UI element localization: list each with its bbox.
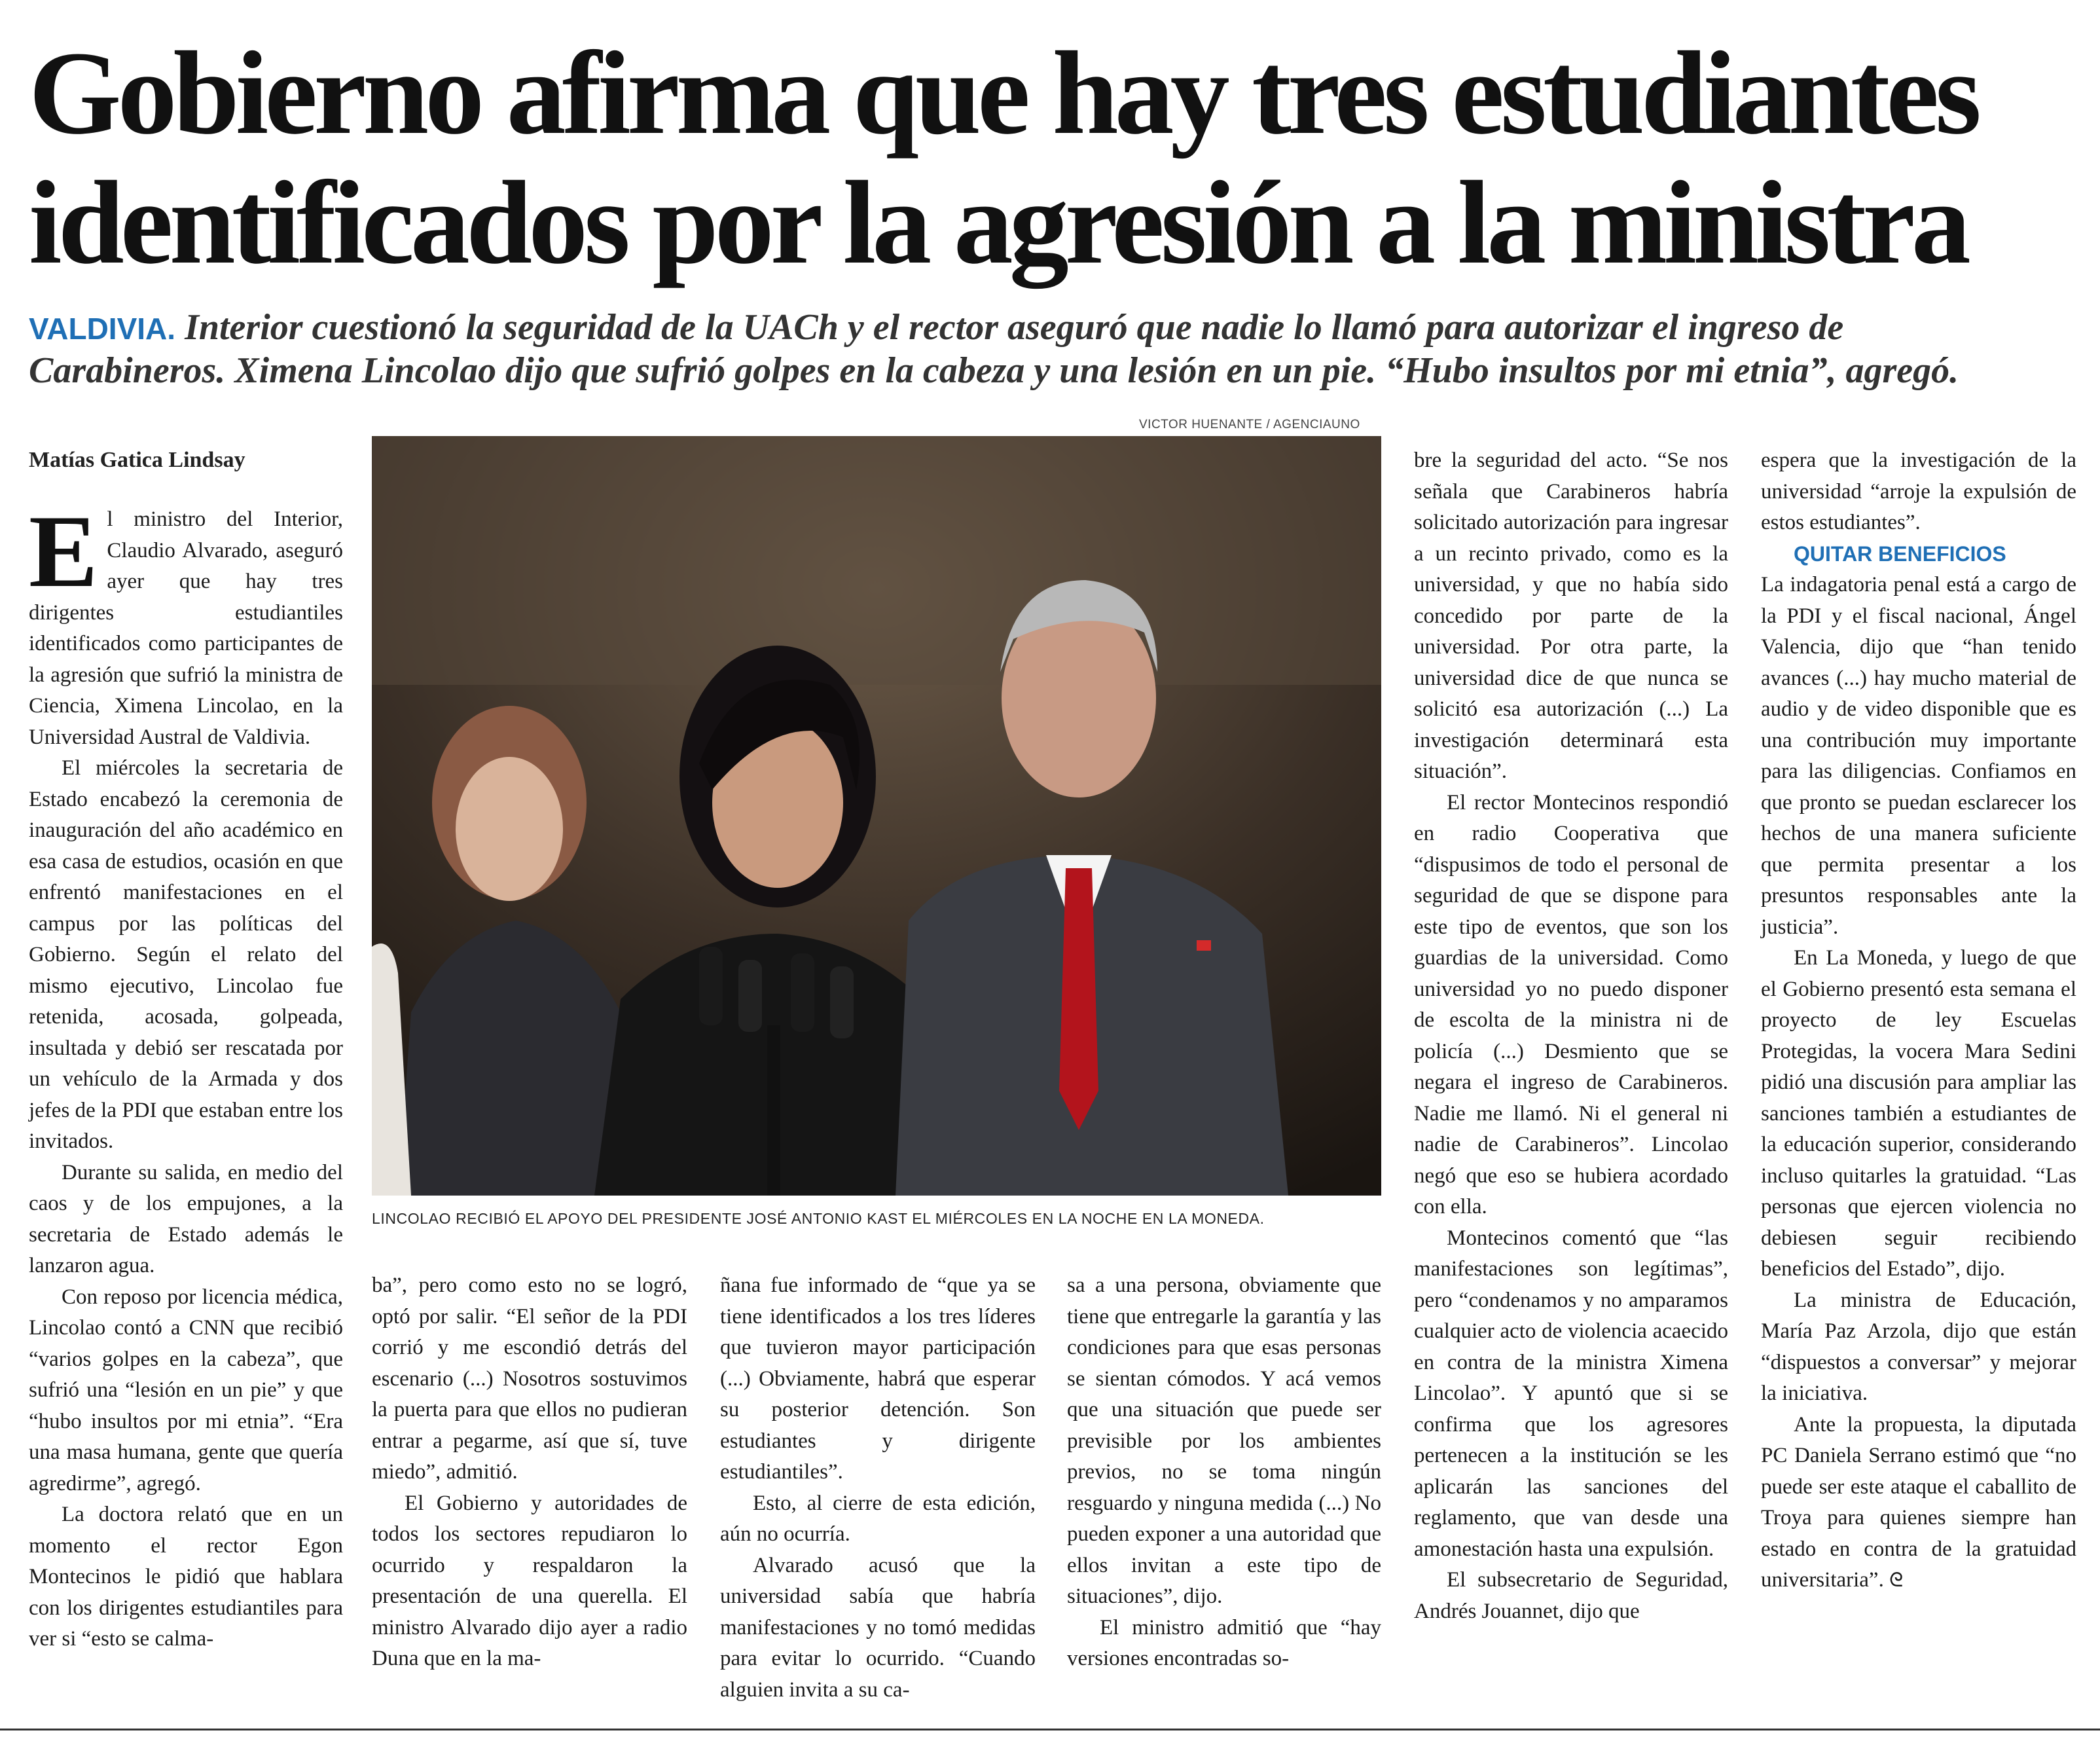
paragraph: En La Moneda, y luego de que el Gobierno presentó esta semana el proyecto de ley Escuelas Protegidas, la vocera Mara Sedini pidió una discusión para ampliar las sanciones también a estudiantes de la educación superior, considerando incluso quitarles la gratuidad. “Las personas que ejercen violencia no debiesen seguir recibiendo beneficios del Estado”, dijo. [1761, 946, 2076, 1281]
section-subhead: QUITAR BENEFICIOS [1794, 541, 2006, 566]
deck-location-tag: VALDIVIA. [29, 312, 176, 346]
paragraph: espera que la investigación de la universidad “arroje la expulsión de estos estudiantes”. [1761, 448, 2076, 534]
paragraph: Esto, al cierre de esta edición, aún no ocurría. [720, 1491, 1036, 1546]
paragraph: El Gobierno y autoridades de todos los sectores repudiaron lo ocurrido y respaldaron la presentación de una querella. El ministro Alvarado dijo ayer a radio Duna que en la ma- [372, 1491, 687, 1670]
column-3 [720, 1270, 1036, 1706]
deck-line-2: Carabineros. Ximena Lincolao dijo que sufrió golpes en la cabeza y una lesión en un pie. “Hubo insultos por mi etnia”, agregó. [29, 350, 1959, 391]
paragraph [1761, 1410, 2076, 1596]
column-6 [1761, 445, 2076, 1596]
paragraph: Durante su salida, en medio del caos y de los empujones, a la secretaria de Estado además le lanzaron agua. [29, 1160, 343, 1277]
paragraph: La ministra de Educación, María Paz Arzola, dijo que están “dispuestos a conversar” y mejorar la iniciativa. [1761, 1288, 2076, 1405]
drop-cap: E [29, 494, 98, 609]
photo-caption: LINCOLAO RECIBIÓ EL APOYO DEL PRESIDENTE JOSÉ ANTONIO KAST EL MIÉRCOLES EN LA NOCHE EN LA MONEDA. [372, 1210, 1265, 1227]
paragraph: El ministro admitió que “hay versiones encontradas so- [1067, 1615, 1381, 1670]
paragraph: ñana fue informado de “que ya se tiene identificados a los tres líderes que tuvieron mayor participación (...) Obviamente, habrá que esperar su posterior detención. Son estudiantes y dirigente estudiantiles”. [720, 1273, 1036, 1484]
paragraph: El subsecretario de Seguridad, Andrés Jouannet, dijo que [1414, 1568, 1728, 1623]
paragraph: El rector Montecinos respondió en radio Cooperativa que “dispusimos de todo el personal de seguridad de que se dispone para este tipo de eventos, que son los guardias de la universidad. Como universidad yo no puedo disponer de escolta de la ministra ni de policía (...) Desmiento que se negara el ingreso de Carabineros. Nadie me llamó. Ni el general ni nadie de Carabineros”. Lincolao negó que eso se hubiera acordado con ella. [1414, 790, 1728, 1218]
paragraph-text: l ministro del Interior, Claudio Alvarado, aseguró ayer que hay tres dirigentes estudiantiles identificados como participantes de la agresión que sufrió la ministra de Ciencia, Ximena Lincolao, en la Universidad Austral de Valdivia. [29, 507, 343, 749]
bottom-rule [0, 1729, 2100, 1730]
end-mark-icon: ᘓ [1889, 1569, 1904, 1591]
paragraph: Alvarado acusó que la universidad sabía que habría manifestaciones y no tomó medidas para evitar lo ocurrido. “Cuando alguien invita a su ca- [720, 1553, 1036, 1702]
headline-line-1: Gobierno afirma que hay tres estudiantes [29, 27, 1978, 159]
photo-credit: VICTOR HUENANTE / AGENCIAUNO [1139, 418, 1360, 431]
paragraph: Con reposo por licencia médica, Lincolao contó a CNN que recibió “varios golpes en la cabeza”, que sufrió una “lesión en un pie” y que “hubo insultos por mi etnia”. “Era una masa humana, gente que quería agredirme”, agregó. [29, 1285, 343, 1495]
paragraph: ba”, pero como esto no se logró, optó por salir. “El señor de la PDI corrió y me escondió detrás del escenario (...) Nosotros sostuvimos la puerta para que ellos no pudieran entrar a pegarme, así que sí, tuve miedo”, admitió. [372, 1273, 687, 1484]
deck-line-1 [29, 306, 2078, 350]
paragraph [29, 494, 343, 753]
column-1 [29, 494, 343, 1655]
headline [29, 29, 2078, 288]
headline-line-2: identificados por la agresión a la ministra [29, 157, 1967, 289]
paragraph: bre la seguridad del acto. “Se nos señala que Carabineros habría solicitado autorización para ingresar a un recinto privado, como es la universidad, y que no había sido concedido por parte de la universidad. Por otra parte, la universidad dice de que nunca se solicitó esa autorización (...) La investigación determinará esta situación”. [1414, 448, 1728, 783]
paragraph-text: Ante la propuesta, la diputada PC Daniela Serrano estimó que “no puede ser este ataque el caballito de Troya para quienes siempre han estado en contra de la gratuidad universitaria”. [1761, 1412, 2076, 1592]
deck [29, 306, 2078, 392]
paragraph: La indagatoria penal está a cargo de la PDI y el fiscal nacional, Ángel Valencia, dijo que “han tenido avances (...) hay mucho material de audio y de video disponible que es una contribución muy importante para las diligencias. Confiamos en que pronto se puedan esclarecer los hechos de una manera suficiente que permita presentar a los presuntos responsables ante la justicia”. [1761, 573, 2076, 939]
paragraph: Montecinos comentó que “las manifestaciones son legítimas”, pero “condenamos y no amparamos cualquier acto de violencia acaecido en contra de la ministra Ximena Lincolao”. Y apuntó que si se confirma que los agresores pertenecen a la institución se les aplicarán las sanciones del reglamento, que van desde una amonestación hasta una expulsión. [1414, 1226, 1728, 1561]
byline: Matías Gatica Lindsay [29, 448, 245, 472]
paragraph: La doctora relató que en un momento el rector Egon Montecinos le pidió que hablara con los dirigentes estudiantiles para ver si “esto se calma- [29, 1503, 343, 1651]
deck-text-1: Interior cuestionó la seguridad de la UACh y el rector aseguró que nadie lo llamó para autorizar el ingreso de [185, 307, 1844, 348]
paragraph: sa a una persona, obviamente que tiene que entregarle la garantía y las condiciones para que esas personas se sientan cómodos. Y acá vemos que una situación que puede ser previsible por los ambientes previos, no se toma ningún resguardo y ninguna medida (...) No pueden exponer a una autoridad que ellos invitan a este tipo de situaciones”, dijo. [1067, 1273, 1381, 1608]
column-2 [372, 1270, 687, 1675]
news-photo [372, 436, 1381, 1196]
photo-illustration [372, 436, 1381, 1196]
column-4 [1067, 1270, 1381, 1675]
column-5 [1414, 445, 1728, 1627]
paragraph: El miércoles la secretaria de Estado encabezó la ceremonia de inauguración del año académico en esa casa de estudios, ocasión en que enfrentó manifestaciones en el campus por las políticas del Gobierno. Según el relato del mismo ejecutivo, Lincolao fue retenida, acosada, golpeada, insultada y debió ser rescatada por un vehículo de la Armada y dos jefes de la PDI que estaban entre los invitados. [29, 756, 343, 1153]
